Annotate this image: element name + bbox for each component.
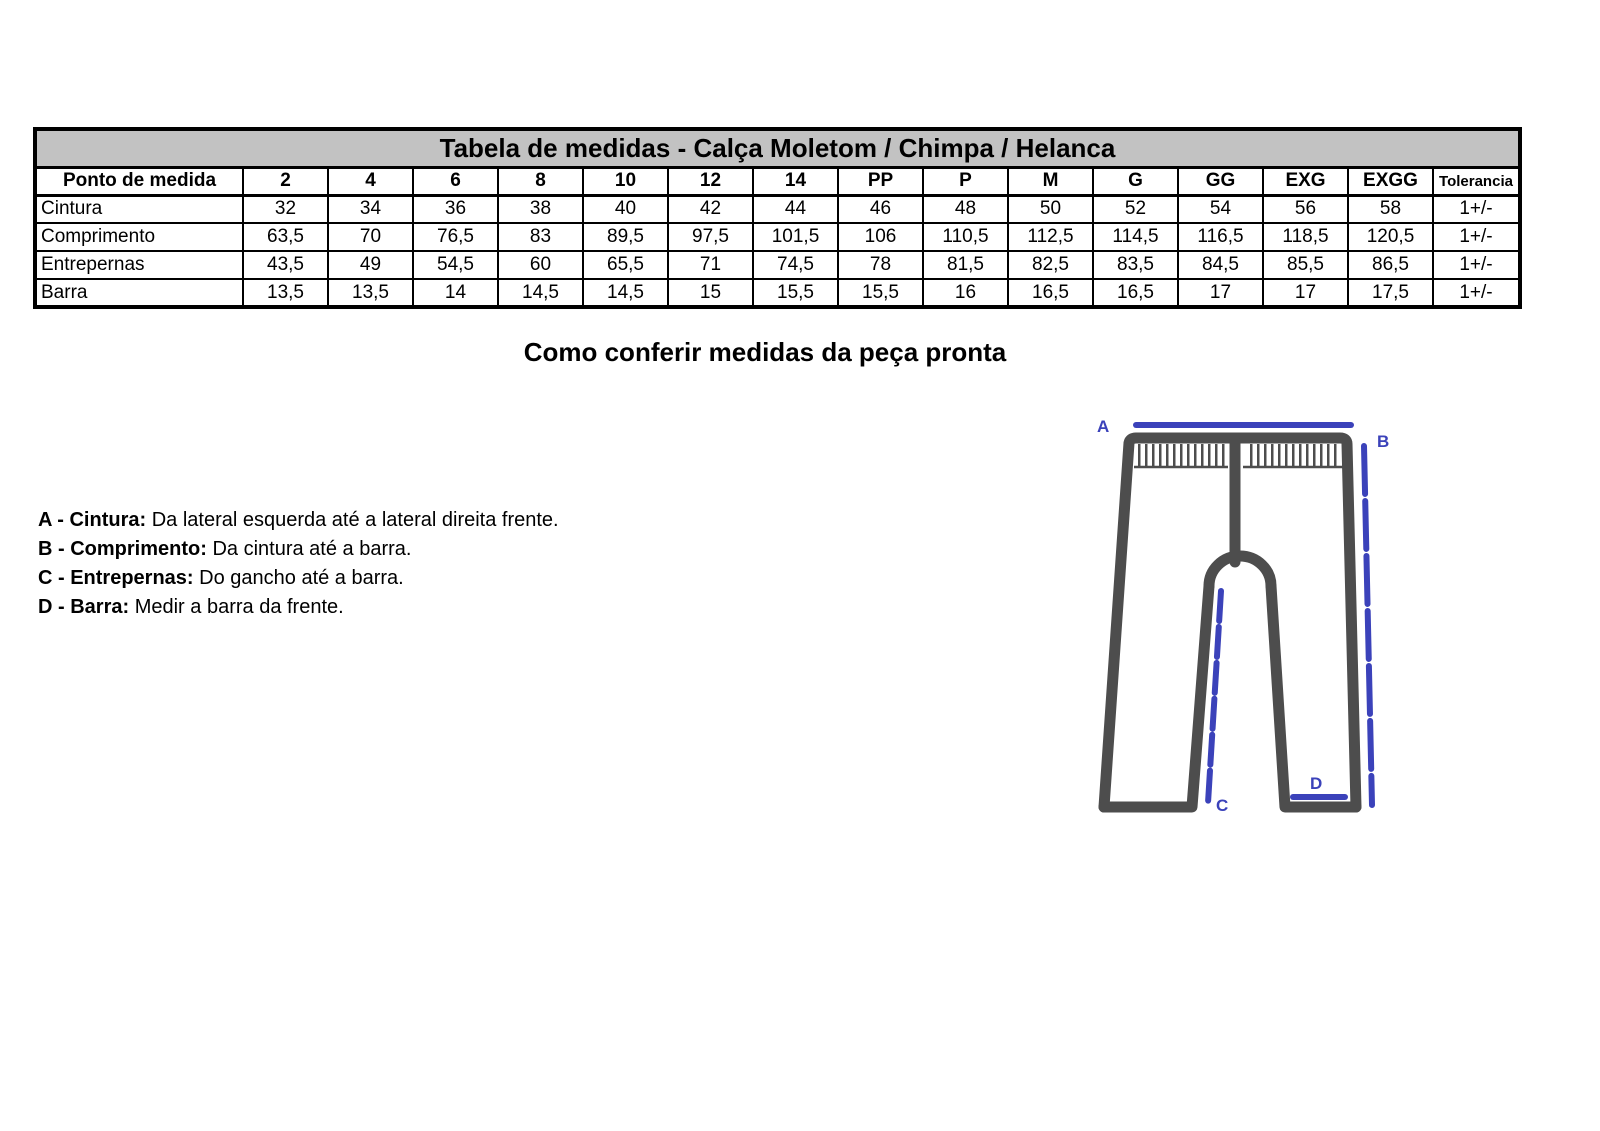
instruction-text: Do gancho até a barra. (193, 567, 404, 589)
table-cell: 50 (1008, 195, 1093, 223)
row-label: Barra (35, 279, 243, 307)
diagram-label-b: B (1377, 432, 1390, 451)
table-cell: 70 (328, 223, 413, 251)
table-cell: 1+/- (1433, 195, 1520, 223)
table-cell: 54 (1178, 195, 1263, 223)
section-heading: Como conferir medidas da peça pronta (523, 337, 1007, 367)
measure-lines (1136, 425, 1372, 805)
table-header-row (35, 167, 1520, 195)
column-header-2: 2 (243, 167, 328, 195)
table-cell: 84,5 (1178, 251, 1263, 279)
table-cell: 116,5 (1178, 223, 1263, 251)
column-header-p: P (923, 167, 1008, 195)
column-header-pp: PP (838, 167, 923, 195)
table-cell: 60 (498, 251, 583, 279)
table-cell: 83 (498, 223, 583, 251)
table-cell: 15,5 (753, 279, 838, 307)
table-cell: 15,5 (838, 279, 923, 307)
column-header-gg: GG (1178, 167, 1263, 195)
table-cell: 43,5 (243, 251, 328, 279)
table-cell: 63,5 (243, 223, 328, 251)
table-cell: 14,5 (498, 279, 583, 307)
column-header-6: 6 (413, 167, 498, 195)
table-cell: 48 (923, 195, 1008, 223)
table-cell: 54,5 (413, 251, 498, 279)
diagram-label-a: A (1097, 417, 1110, 436)
column-header-14: 14 (753, 167, 838, 195)
column-header-10: 10 (583, 167, 668, 195)
table-cell: 82,5 (1008, 251, 1093, 279)
column-header-4: 4 (328, 167, 413, 195)
measure-line-b (1364, 446, 1372, 805)
table-cell: 101,5 (753, 223, 838, 251)
table-cell: 114,5 (1093, 223, 1178, 251)
table-cell: 16,5 (1093, 279, 1178, 307)
diagram-label-d: D (1310, 774, 1323, 793)
table-cell: 76,5 (413, 223, 498, 251)
row-label: Entrepernas (35, 251, 243, 279)
table-cell: 52 (1093, 195, 1178, 223)
table-cell: 78 (838, 251, 923, 279)
table-cell: 17 (1263, 279, 1348, 307)
table-cell: 83,5 (1093, 251, 1178, 279)
row-label: Comprimento (35, 223, 243, 251)
table-cell: 14,5 (583, 279, 668, 307)
pants-measurement-diagram (1075, 390, 1405, 830)
column-header-g: G (1093, 167, 1178, 195)
diagram-label-c: C (1216, 796, 1229, 815)
table-cell: 16,5 (1008, 279, 1093, 307)
instruction-text: Da lateral esquerda até a lateral direita frente. (146, 509, 559, 531)
table-cell: 112,5 (1008, 223, 1093, 251)
table-cell: 32 (243, 195, 328, 223)
instruction-line (38, 506, 559, 535)
column-header-exgg: EXGG (1348, 167, 1433, 195)
table-cell: 46 (838, 195, 923, 223)
table-cell: 44 (753, 195, 838, 223)
table-cell: 34 (328, 195, 413, 223)
column-header-m: M (1008, 167, 1093, 195)
table-cell: 56 (1263, 195, 1348, 223)
table-cell: 14 (413, 279, 498, 307)
table-cell: 40 (583, 195, 668, 223)
table-cell: 85,5 (1263, 251, 1348, 279)
table-cell: 36 (413, 195, 498, 223)
table-cell: 81,5 (923, 251, 1008, 279)
table-cell: 13,5 (243, 279, 328, 307)
table-cell: 97,5 (668, 223, 753, 251)
table-cell: 15 (668, 279, 753, 307)
table-cell: 118,5 (1263, 223, 1348, 251)
table-title-row (35, 129, 1520, 167)
table-row-comprimento (35, 223, 1520, 251)
table-row-cintura (35, 195, 1520, 223)
table-cell: 86,5 (1348, 251, 1433, 279)
instruction-line (38, 593, 559, 622)
table-cell: 106 (838, 223, 923, 251)
measurement-instructions (38, 506, 559, 622)
table-cell: 16 (923, 279, 1008, 307)
column-header-8: 8 (498, 167, 583, 195)
table-cell: 74,5 (753, 251, 838, 279)
table-cell: 71 (668, 251, 753, 279)
table-cell: 49 (328, 251, 413, 279)
instruction-line (38, 535, 559, 564)
table-cell: 1+/- (1433, 279, 1520, 307)
table-cell: 17 (1178, 279, 1263, 307)
instruction-label: A - Cintura: (38, 509, 147, 531)
instruction-label: C - Entrepernas: (38, 567, 194, 589)
table-cell: 110,5 (923, 223, 1008, 251)
table-row-entrepernas (35, 251, 1520, 279)
size-measurement-table (33, 127, 1522, 309)
table-cell: 58 (1348, 195, 1433, 223)
row-label: Cintura (35, 195, 243, 223)
table-cell: 42 (668, 195, 753, 223)
table-row-barra (35, 279, 1520, 307)
table-cell: 120,5 (1348, 223, 1433, 251)
table-cell: 1+/- (1433, 223, 1520, 251)
table-cell: 38 (498, 195, 583, 223)
instruction-label: B - Comprimento: (38, 538, 207, 560)
instruction-line (38, 564, 559, 593)
instruction-text: Medir a barra da frente. (129, 596, 344, 618)
instruction-text: Da cintura até a barra. (206, 538, 412, 560)
column-header-12: 12 (668, 167, 753, 195)
pants-outline (1104, 438, 1356, 807)
table-cell: 13,5 (328, 279, 413, 307)
table-title: Tabela de medidas - Calça Moletom / Chimpa / Helanca (35, 129, 1520, 167)
column-header-ponto-de-medida: Ponto de medida (35, 167, 243, 195)
table-cell: 17,5 (1348, 279, 1433, 307)
instruction-label: D - Barra: (38, 596, 130, 618)
table-cell: 65,5 (583, 251, 668, 279)
table-cell: 1+/- (1433, 251, 1520, 279)
column-header-tolerancia: Tolerancia (1433, 167, 1520, 195)
table-cell: 89,5 (583, 223, 668, 251)
column-header-exg: EXG (1263, 167, 1348, 195)
